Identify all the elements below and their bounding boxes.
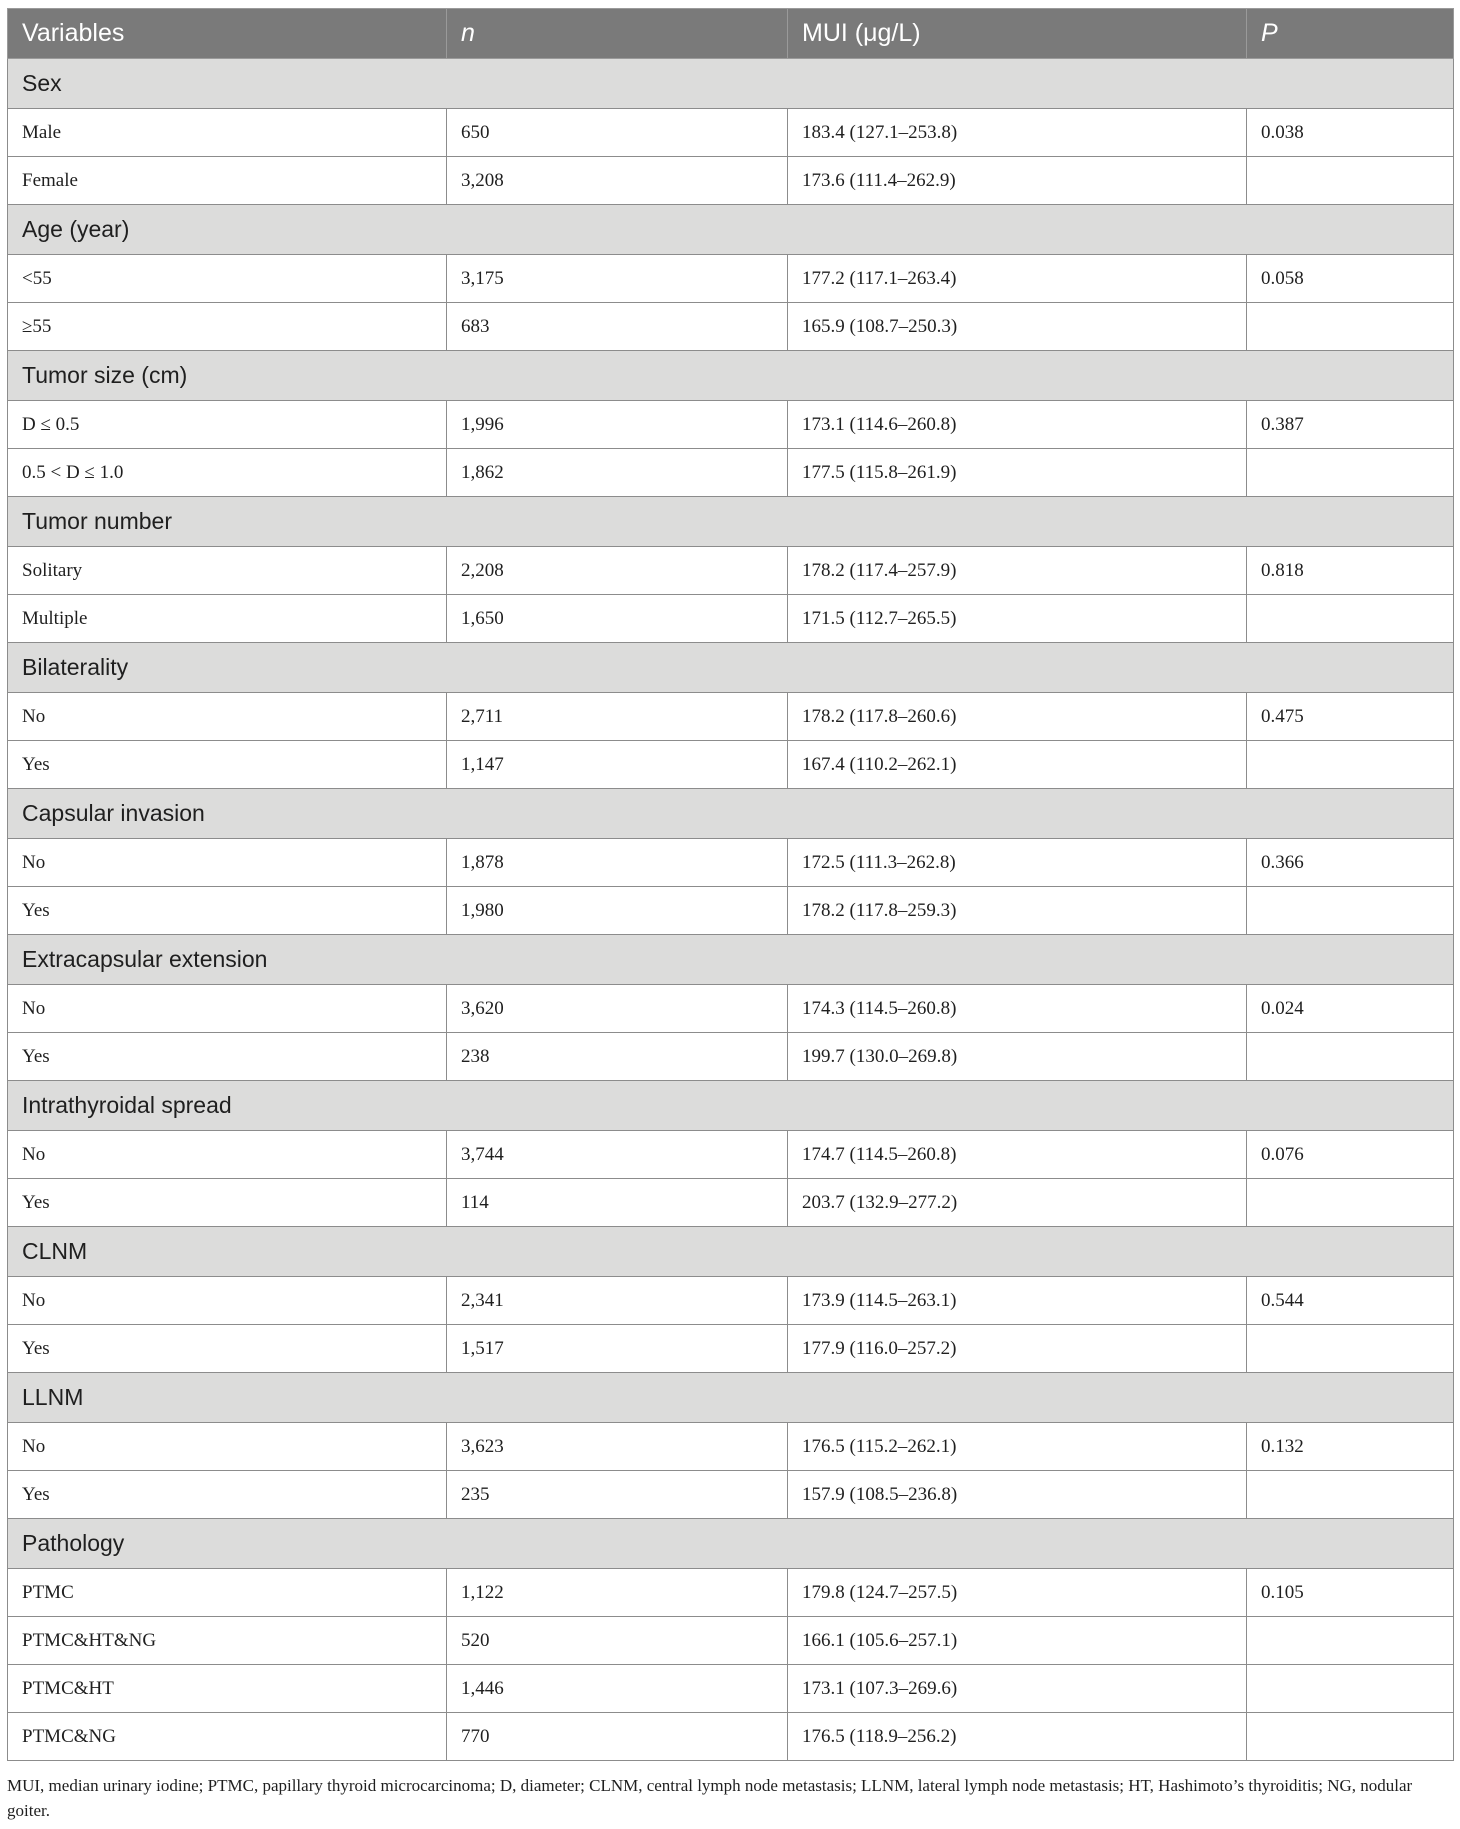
cell-mui: 173.1 (114.6–260.8) [788, 401, 1247, 449]
cell-mui: 178.2 (117.8–260.6) [788, 693, 1247, 741]
header-variables: Variables [8, 9, 447, 59]
table-row [8, 1179, 1454, 1227]
group-label: CLNM [8, 1227, 1454, 1277]
cell-p [1247, 1325, 1454, 1373]
cell-n: 235 [447, 1471, 788, 1519]
group-row [8, 789, 1454, 839]
cell-variable: No [8, 1277, 447, 1325]
table-row [8, 1423, 1454, 1471]
cell-variable: Male [8, 109, 447, 157]
cell-mui: 173.1 (107.3–269.6) [788, 1665, 1247, 1713]
cell-n: 770 [447, 1713, 788, 1761]
group-label: Sex [8, 59, 1454, 109]
table-row [8, 1471, 1454, 1519]
cell-p: 0.105 [1247, 1569, 1454, 1617]
cell-variable: Yes [8, 741, 447, 789]
cell-mui: 173.9 (114.5–263.1) [788, 1277, 1247, 1325]
table-row [8, 303, 1454, 351]
cell-variable: PTMC&HT [8, 1665, 447, 1713]
data-table [7, 8, 1454, 1761]
cell-mui: 178.2 (117.4–257.9) [788, 547, 1247, 595]
cell-mui: 166.1 (105.6–257.1) [788, 1617, 1247, 1665]
cell-variable: PTMC [8, 1569, 447, 1617]
cell-p [1247, 1617, 1454, 1665]
cell-n: 3,620 [447, 985, 788, 1033]
cell-n: 238 [447, 1033, 788, 1081]
cell-mui: 177.5 (115.8–261.9) [788, 449, 1247, 497]
cell-variable: PTMC&HT&NG [8, 1617, 447, 1665]
cell-p [1247, 887, 1454, 935]
cell-p [1247, 449, 1454, 497]
cell-variable: Female [8, 157, 447, 205]
cell-variable: Yes [8, 1033, 447, 1081]
cell-mui: 157.9 (108.5–236.8) [788, 1471, 1247, 1519]
footnote: MUI, median urinary iodine; PTMC, papillary thyroid microcarcinoma; D, diameter; CLNM, central lymph node metastasis; LLNM, lateral lymph node metastasis; HT, Hashimoto’s thyroiditis; NG, nodular goiter. [7, 1776, 1413, 1820]
cell-n: 2,711 [447, 693, 788, 741]
cell-p [1247, 1665, 1454, 1713]
cell-p: 0.544 [1247, 1277, 1454, 1325]
cell-n: 1,122 [447, 1569, 788, 1617]
cell-n: 1,878 [447, 839, 788, 887]
cell-mui: 176.5 (115.2–262.1) [788, 1423, 1247, 1471]
cell-p: 0.024 [1247, 985, 1454, 1033]
header-row [8, 9, 1454, 59]
cell-mui: 174.7 (114.5–260.8) [788, 1131, 1247, 1179]
cell-variable: No [8, 693, 447, 741]
cell-n: 114 [447, 1179, 788, 1227]
cell-variable: D ≤ 0.5 [8, 401, 447, 449]
group-label: Intrathyroidal spread [8, 1081, 1454, 1131]
table-row [8, 1665, 1454, 1713]
group-row [8, 935, 1454, 985]
cell-variable: Solitary [8, 547, 447, 595]
table-container [7, 8, 1453, 1761]
cell-mui: 179.8 (124.7–257.5) [788, 1569, 1247, 1617]
header-mui: MUI (μg/L) [788, 9, 1247, 59]
cell-n: 3,623 [447, 1423, 788, 1471]
header-p: P [1247, 9, 1454, 59]
cell-mui: 203.7 (132.9–277.2) [788, 1179, 1247, 1227]
table-row [8, 1569, 1454, 1617]
cell-mui: 176.5 (118.9–256.2) [788, 1713, 1247, 1761]
table-row [8, 1617, 1454, 1665]
cell-p [1247, 1033, 1454, 1081]
cell-p: 0.366 [1247, 839, 1454, 887]
cell-n: 2,341 [447, 1277, 788, 1325]
cell-mui: 178.2 (117.8–259.3) [788, 887, 1247, 935]
table-row [8, 595, 1454, 643]
cell-n: 3,208 [447, 157, 788, 205]
group-label: Bilaterality [8, 643, 1454, 693]
cell-variable: 0.5 < D ≤ 1.0 [8, 449, 447, 497]
group-label: LLNM [8, 1373, 1454, 1423]
cell-p: 0.818 [1247, 547, 1454, 595]
cell-p: 0.132 [1247, 1423, 1454, 1471]
group-row [8, 1227, 1454, 1277]
cell-mui: 167.4 (110.2–262.1) [788, 741, 1247, 789]
cell-p [1247, 1713, 1454, 1761]
cell-p [1247, 303, 1454, 351]
cell-n: 2,208 [447, 547, 788, 595]
table-row [8, 1131, 1454, 1179]
table-row [8, 547, 1454, 595]
header-n: n [447, 9, 788, 59]
table-row [8, 1325, 1454, 1373]
table-row [8, 693, 1454, 741]
group-row [8, 1519, 1454, 1569]
cell-variable: No [8, 1131, 447, 1179]
group-label: Tumor size (cm) [8, 351, 1454, 401]
cell-variable: PTMC&NG [8, 1713, 447, 1761]
group-row [8, 643, 1454, 693]
cell-mui: 183.4 (127.1–253.8) [788, 109, 1247, 157]
cell-n: 1,147 [447, 741, 788, 789]
table-row [8, 255, 1454, 303]
cell-p [1247, 595, 1454, 643]
group-label: Extracapsular extension [8, 935, 1454, 985]
cell-p [1247, 741, 1454, 789]
group-row [8, 351, 1454, 401]
table-row [8, 985, 1454, 1033]
cell-n: 1,650 [447, 595, 788, 643]
cell-p: 0.475 [1247, 693, 1454, 741]
cell-mui: 174.3 (114.5–260.8) [788, 985, 1247, 1033]
table-row [8, 1277, 1454, 1325]
cell-p [1247, 157, 1454, 205]
cell-variable: No [8, 985, 447, 1033]
table-row [8, 1033, 1454, 1081]
cell-p: 0.058 [1247, 255, 1454, 303]
cell-p: 0.387 [1247, 401, 1454, 449]
cell-mui: 177.2 (117.1–263.4) [788, 255, 1247, 303]
group-label: Capsular invasion [8, 789, 1454, 839]
group-row [8, 205, 1454, 255]
cell-mui: 177.9 (116.0–257.2) [788, 1325, 1247, 1373]
cell-n: 1,996 [447, 401, 788, 449]
cell-variable: <55 [8, 255, 447, 303]
group-row [8, 59, 1454, 109]
cell-variable: No [8, 839, 447, 887]
group-label: Tumor number [8, 497, 1454, 547]
cell-mui: 173.6 (111.4–262.9) [788, 157, 1247, 205]
group-row [8, 1373, 1454, 1423]
cell-variable: Multiple [8, 595, 447, 643]
cell-p: 0.038 [1247, 109, 1454, 157]
cell-n: 650 [447, 109, 788, 157]
table-row [8, 1713, 1454, 1761]
cell-n: 1,446 [447, 1665, 788, 1713]
group-label: Age (year) [8, 205, 1454, 255]
cell-variable: No [8, 1423, 447, 1471]
group-row [8, 1081, 1454, 1131]
cell-p: 0.076 [1247, 1131, 1454, 1179]
group-label: Pathology [8, 1519, 1454, 1569]
cell-p [1247, 1471, 1454, 1519]
table-row [8, 741, 1454, 789]
cell-n: 520 [447, 1617, 788, 1665]
cell-variable: Yes [8, 1179, 447, 1227]
group-row [8, 497, 1454, 547]
table-row [8, 449, 1454, 497]
table-row [8, 109, 1454, 157]
cell-variable: Yes [8, 1471, 447, 1519]
cell-mui: 172.5 (111.3–262.8) [788, 839, 1247, 887]
table-row [8, 887, 1454, 935]
cell-p [1247, 1179, 1454, 1227]
table-body [8, 59, 1454, 1761]
table-row [8, 401, 1454, 449]
cell-n: 1,517 [447, 1325, 788, 1373]
table-row [8, 157, 1454, 205]
cell-mui: 199.7 (130.0–269.8) [788, 1033, 1247, 1081]
cell-n: 683 [447, 303, 788, 351]
cell-variable: Yes [8, 1325, 447, 1373]
cell-n: 1,980 [447, 887, 788, 935]
cell-n: 1,862 [447, 449, 788, 497]
cell-variable: ≥55 [8, 303, 447, 351]
cell-variable: Yes [8, 887, 447, 935]
cell-n: 3,744 [447, 1131, 788, 1179]
table-row [8, 839, 1454, 887]
cell-n: 3,175 [447, 255, 788, 303]
cell-mui: 165.9 (108.7–250.3) [788, 303, 1247, 351]
cell-mui: 171.5 (112.7–265.5) [788, 595, 1247, 643]
